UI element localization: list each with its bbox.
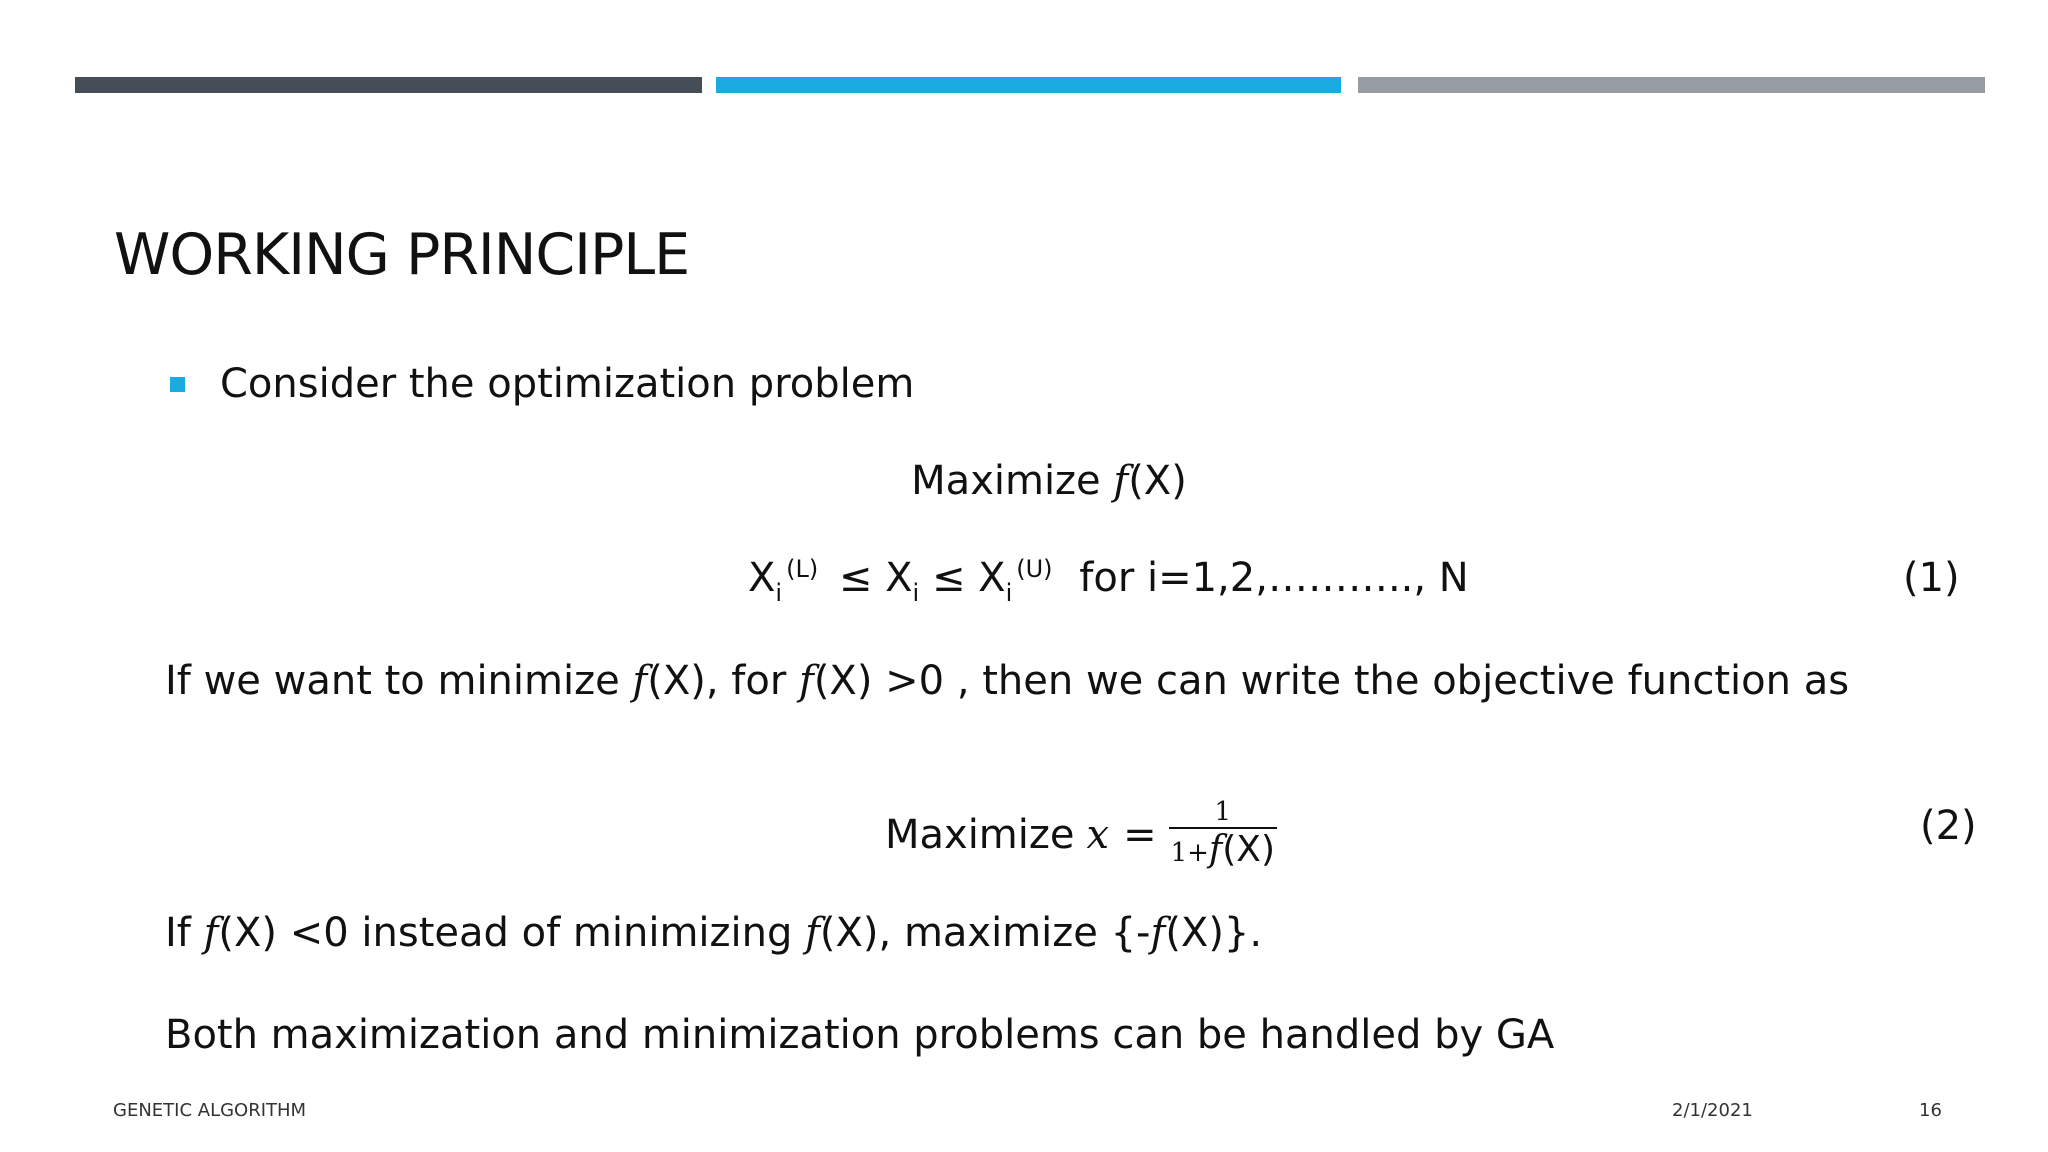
objective-f: f xyxy=(1113,458,1129,504)
paragraph-negative xyxy=(165,910,1262,956)
para1-part-b: (X), for xyxy=(647,658,799,704)
para2-f-1: f xyxy=(203,910,219,956)
para2-part-c: (X), maximize {- xyxy=(819,910,1151,956)
constraint-x-lower: X xyxy=(748,555,776,601)
constraint-sub-2: i xyxy=(912,579,920,607)
para1-part-a: If we want to minimize xyxy=(165,658,633,704)
constraint-x-mid: X xyxy=(885,555,913,601)
para1-f-1: f xyxy=(632,658,648,704)
constraint-x-upper: X xyxy=(978,555,1006,601)
para1-part-c: (X) >0 , then we can write the objective function as xyxy=(813,658,1850,704)
eq2-variable: x xyxy=(1086,812,1110,858)
para2-part-d: (X)}. xyxy=(1165,910,1263,956)
objective-word: Maximize xyxy=(911,458,1101,504)
bullet-square-icon xyxy=(170,377,185,392)
footer-page-number: 16 xyxy=(1919,1100,1942,1121)
bullet-item xyxy=(170,358,914,410)
eq2-den-one: 1 xyxy=(1170,837,1188,868)
eq2-numerator: 1 xyxy=(1214,796,1232,827)
eq2-equals: = xyxy=(1123,812,1157,858)
para2-f-3: f xyxy=(1150,910,1166,956)
bullet-text: Consider the optimization problem xyxy=(220,361,915,407)
objective-fraction-line xyxy=(885,796,1277,870)
para2-part-b: (X) <0 instead of minimizing xyxy=(218,910,806,956)
eq2-den-f: f xyxy=(1208,828,1223,870)
paragraph-minimize xyxy=(165,658,1849,704)
para2-part-a: If xyxy=(165,910,204,956)
eq2-word: Maximize xyxy=(885,812,1075,858)
constraint-line xyxy=(748,555,1469,607)
para2-f-2: f xyxy=(805,910,820,956)
objective-line xyxy=(0,458,2048,504)
equation-number-1: (1) xyxy=(1903,555,1960,601)
footer-date: 2/1/2021 xyxy=(1672,1100,1753,1121)
constraint-sub-3: i xyxy=(1005,579,1013,607)
eq2-denominator xyxy=(1169,827,1277,874)
footer-title: GENETIC ALGORITHM xyxy=(113,1100,307,1121)
para1-f-2: f xyxy=(799,658,814,704)
eq2-den-arg: (X) xyxy=(1222,828,1276,870)
paragraph-both: Both maximization and minimization problems can be handled by GA xyxy=(165,1012,1555,1058)
equation-number-2: (2) xyxy=(1920,803,1977,849)
top-bar-blue xyxy=(716,77,1341,93)
slide-title: WORKING PRINCIPLE xyxy=(114,222,690,288)
constraint-le-1: ≤ xyxy=(838,555,873,601)
constraint-range: for i=1,2,……….., N xyxy=(1079,555,1469,601)
constraint-le-2: ≤ xyxy=(931,555,966,601)
top-bar-gray xyxy=(1358,77,1985,93)
constraint-sup-lower: (L) xyxy=(786,555,819,583)
constraint-sub-1: i xyxy=(775,579,783,607)
objective-arg: (X) xyxy=(1128,458,1187,504)
top-bar-dark xyxy=(75,77,702,93)
eq2-den-plus: + xyxy=(1187,837,1209,868)
eq2-fraction xyxy=(1169,797,1277,874)
constraint-sup-upper: (U) xyxy=(1016,555,1053,583)
